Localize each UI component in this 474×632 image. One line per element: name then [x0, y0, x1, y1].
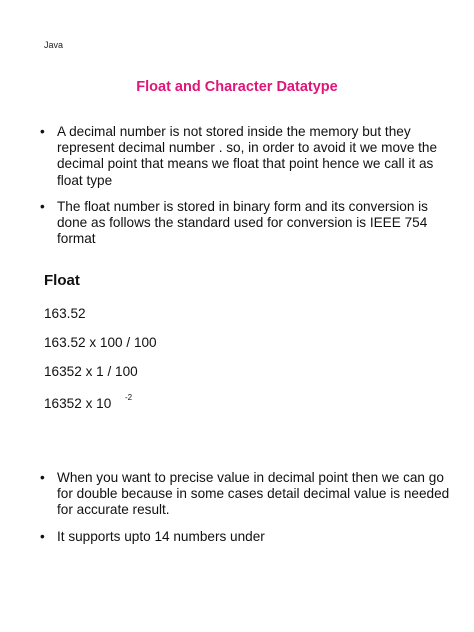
bullet-item: [40, 470, 452, 519]
bullet-dot: •: [40, 124, 45, 139]
calculation-line: 16352 x 1 / 100: [44, 364, 138, 379]
bullet-text: A decimal number is not stored inside the memory but they represent decimal number . so, in order to avoid it we move the decimal point that means we float that point hence we call it as float type: [57, 124, 438, 188]
page-title: Float and Character Datatype: [136, 79, 338, 95]
bullet-item: [40, 199, 452, 248]
bullet-item: [40, 124, 452, 189]
calculation-line: 16352 x 10: [44, 396, 112, 411]
calculation-line: 163.52: [44, 306, 86, 321]
bullet-text: It supports upto 14 numbers under: [57, 529, 265, 544]
section-heading: Float: [44, 272, 80, 289]
header-label: Java: [44, 40, 64, 50]
exponent: -2: [125, 393, 133, 402]
bullet-dot: •: [40, 199, 45, 214]
bullet-dot: •: [40, 470, 45, 485]
bullet-text: When you want to precise value in decimal point then we can go for double because in some cases detail decimal value is needed for accurate result.: [57, 470, 450, 518]
bullet-item: [40, 529, 452, 545]
bullet-text: The float number is stored in binary form and its conversion is done as follows the standard used for conversion is IEEE 754 format: [57, 199, 428, 247]
bullet-dot: •: [40, 529, 45, 544]
calculation-line: 163.52 x 100 / 100: [44, 335, 157, 350]
